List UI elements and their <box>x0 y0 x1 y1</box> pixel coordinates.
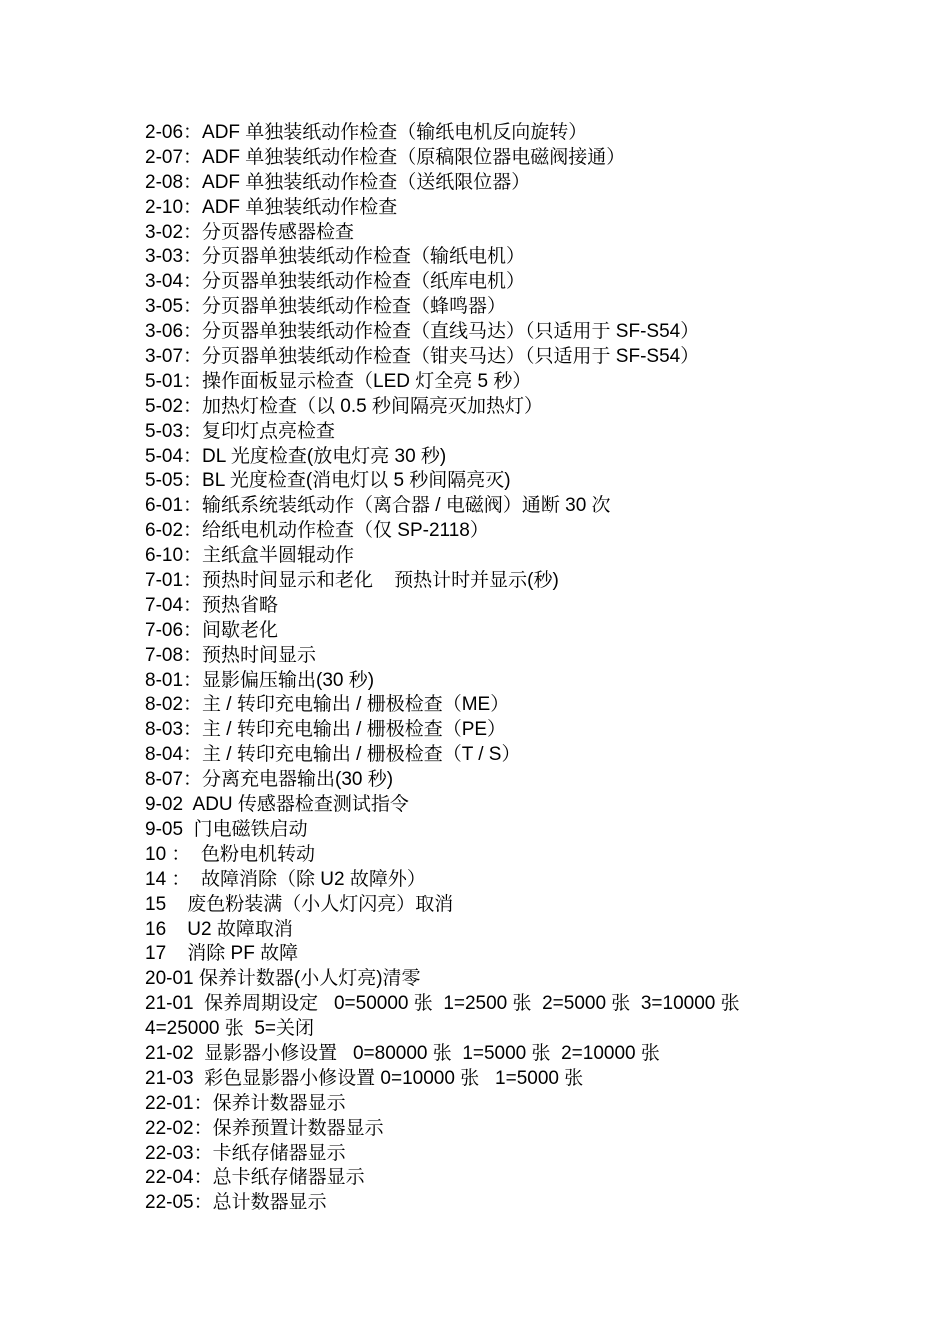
list-item: 21-03 彩色显影器小修设置 0=10000 张 1=5000 张 <box>145 1067 584 1089</box>
list-item: 8-01：显影偏压输出(30 秒) <box>145 669 375 691</box>
list-item: 6-01：输纸系统装纸动作（离合器 / 电磁阀）通断 30 次 <box>145 495 611 517</box>
list-item: 2-06：ADF 单独装纸动作检查（输纸电机反向旋转） <box>145 122 588 143</box>
list-item: 3-02：分页器传感器检查 <box>145 221 355 243</box>
code-list <box>145 121 845 1216</box>
list-item: 8-07：分离充电器输出(30 秒) <box>145 769 394 791</box>
list-item: 20-01 保养计数器(小人灯亮)清零 <box>145 968 421 990</box>
list-item: 7-04：预热省略 <box>145 594 279 616</box>
list-item: 8-02：主 / 转印充电输出 / 栅极检查（ME） <box>145 694 510 716</box>
list-item: 3-06：分页器单独装纸动作检查（直线马达）（只适用于 SF-S54） <box>145 321 700 343</box>
list-item: 7-01：预热时间显示和老化 预热计时并显示(秒) <box>145 570 559 592</box>
list-item: 22-04：总卡纸存储器显示 <box>145 1167 365 1189</box>
list-item: 5-05：BL 光度检查(消电灯以 5 秒间隔亮灭) <box>145 470 511 492</box>
list-item: 5-02：加热灯检查（以 0.5 秒间隔亮灭加热灯） <box>145 395 543 417</box>
list-item: 9-02 ADU 传感器检查测试指令 <box>145 794 409 816</box>
list-item: 8-04：主 / 转印充电输出 / 栅极检查（T / S） <box>145 744 521 766</box>
list-item: 7-08：预热时间显示 <box>145 644 317 666</box>
list-item: 22-01：保养计数器显示 <box>145 1092 346 1114</box>
list-item: 2-10：ADF 单独装纸动作检查 <box>145 196 398 218</box>
list-item: 8-03：主 / 转印充电输出 / 栅极检查（PE） <box>145 719 507 741</box>
list-item: 3-04：分页器单独装纸动作检查（纸库电机） <box>145 271 526 293</box>
list-item: 6-10：主纸盒半圆辊动作 <box>145 545 355 567</box>
list-item: 21-01 保养周期设定 0=50000 张 1=2500 张 2=5000 张 3=10000 张 <box>145 993 740 1015</box>
list-item: 15 废色粉装满（小人灯闪亮）取消 <box>145 893 454 915</box>
list-item: 14 ： 故障消除（除 U2 故障外） <box>145 868 426 890</box>
list-item: 3-03：分页器单独装纸动作检查（输纸电机） <box>145 246 526 268</box>
list-item: 6-02：给纸电机动作检查（仅 SP-2118） <box>145 520 489 542</box>
list-item: 5-03：复印灯点亮检查 <box>145 420 336 442</box>
list-item: 2-07：ADF 单独装纸动作检查（原稿限位器电磁阀接通） <box>145 146 626 168</box>
list-item: 16 U2 故障取消 <box>145 918 293 940</box>
list-item: 3-07：分页器单独装纸动作检查（钳夹马达）（只适用于 SF-S54） <box>145 346 700 368</box>
list-item: 4=25000 张 5=关闭 <box>145 1018 314 1040</box>
list-item: 21-02 显影器小修设置 0=80000 张 1=5000 张 2=10000 张 <box>145 1042 660 1064</box>
list-item: 22-02：保养预置计数器显示 <box>145 1117 384 1139</box>
list-item: 7-06：间歇老化 <box>145 619 279 641</box>
list-item: 9-05 门电磁铁启动 <box>145 818 308 840</box>
list-item: 3-05：分页器单独装纸动作检查（蜂鸣器） <box>145 296 507 318</box>
list-item: 2-08：ADF 单独装纸动作检查（送纸限位器） <box>145 171 531 193</box>
list-item: 10 ： 色粉电机转动 <box>145 843 315 865</box>
list-item: 22-05：总计数器显示 <box>145 1192 327 1214</box>
list-item: 17 消除 PF 故障 <box>145 943 299 965</box>
list-item: 5-04：DL 光度检查(放电灯亮 30 秒) <box>145 445 447 467</box>
list-item: 22-03：卡纸存储器显示 <box>145 1142 346 1164</box>
list-item: 5-01：操作面板显示检查（LED 灯全亮 5 秒） <box>145 370 532 392</box>
